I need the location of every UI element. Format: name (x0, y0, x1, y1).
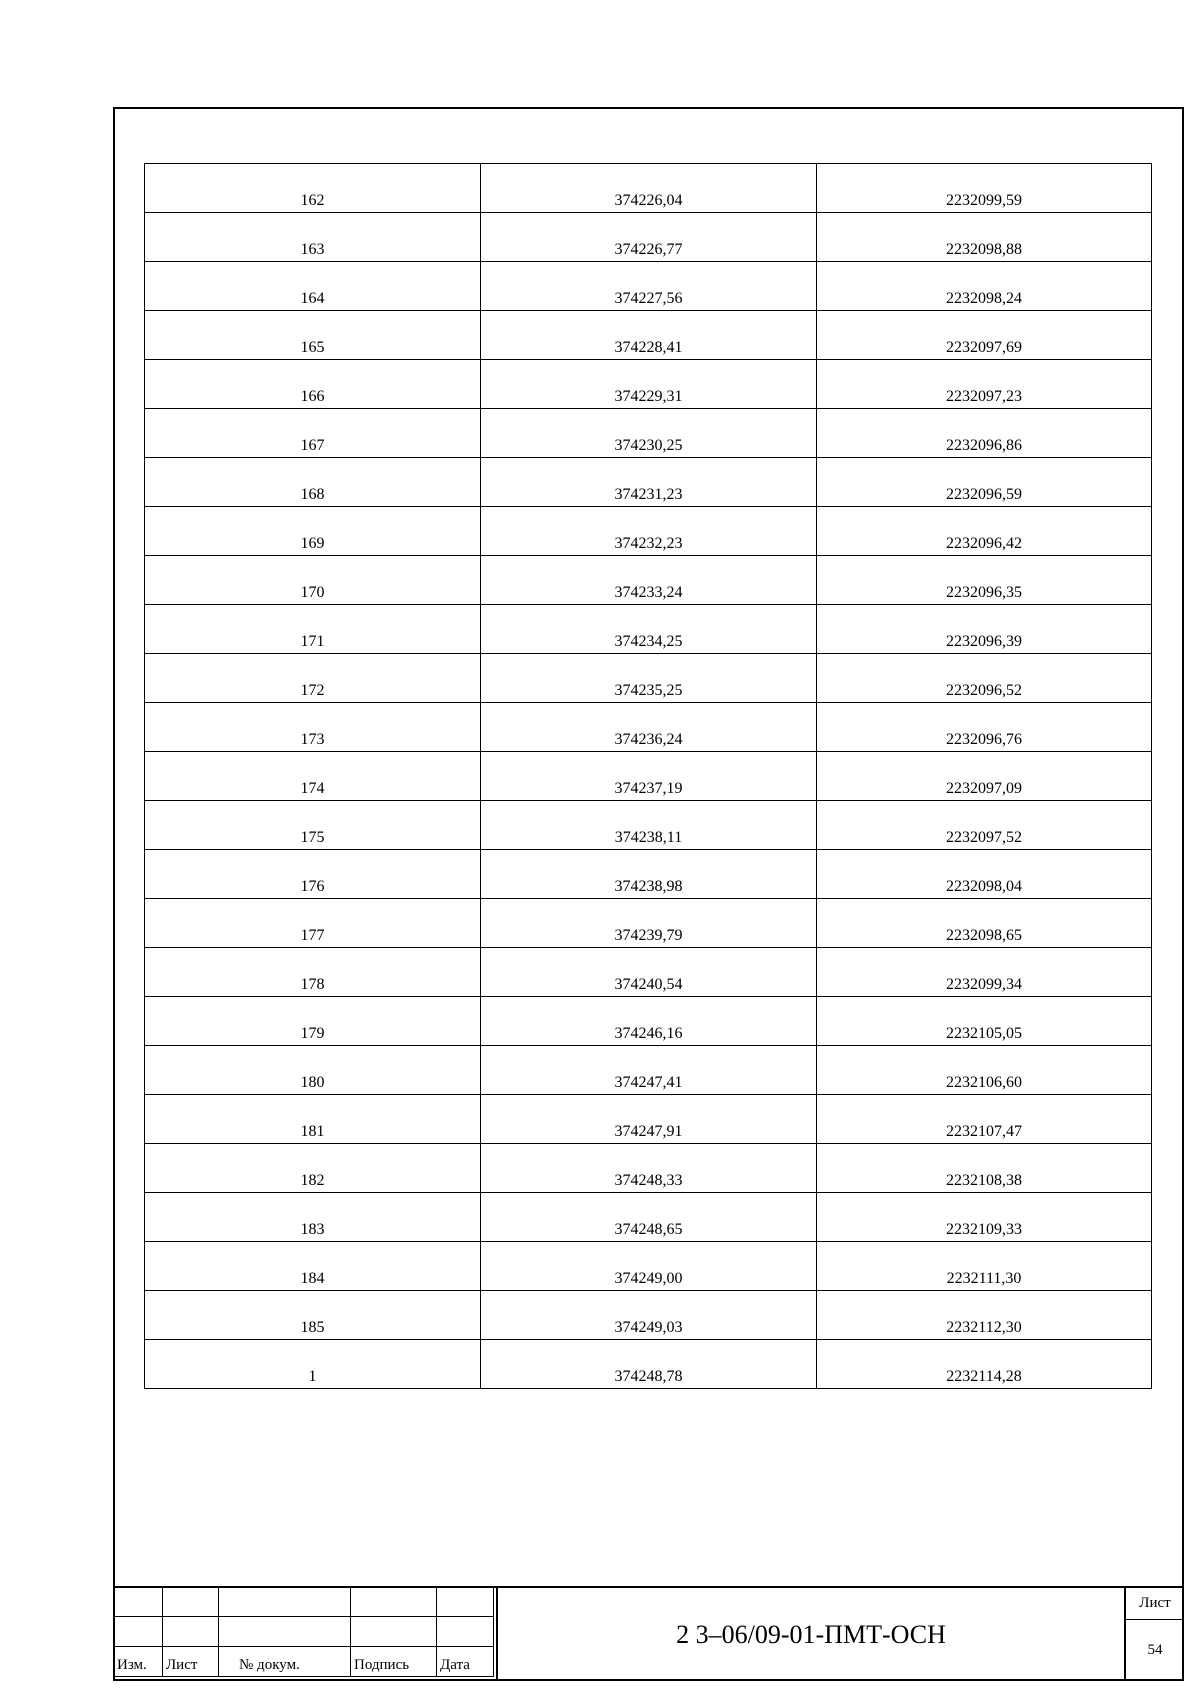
y-coordinate-cell: 2232097,52 (817, 801, 1152, 850)
y-coordinate-cell: 2232107,47 (817, 1095, 1152, 1144)
grid-cell (163, 1587, 219, 1617)
point-number-cell: 165 (145, 311, 481, 360)
grid-cell (219, 1587, 351, 1617)
x-coordinate-cell: 374233,24 (481, 556, 817, 605)
point-number-cell: 168 (145, 458, 481, 507)
x-coordinate-cell: 374235,25 (481, 654, 817, 703)
x-coordinate-cell: 374231,23 (481, 458, 817, 507)
point-number-cell: 176 (145, 850, 481, 899)
sheet-number (1126, 1620, 1184, 1681)
y-coordinate-cell: 2232096,52 (817, 654, 1152, 703)
table-row (145, 507, 1152, 556)
x-coordinate-cell: 374248,65 (481, 1193, 817, 1242)
table-row (145, 458, 1152, 507)
table-row (145, 997, 1152, 1046)
point-number-cell: 177 (145, 899, 481, 948)
grid-cell (163, 1617, 219, 1647)
table-row (145, 801, 1152, 850)
grid-cell (114, 1587, 163, 1617)
point-number-cell: 172 (145, 654, 481, 703)
x-coordinate-cell: 374238,98 (481, 850, 817, 899)
header-signature: Подпись (351, 1647, 437, 1677)
point-number-cell: 178 (145, 948, 481, 997)
x-coordinate-cell: 374247,41 (481, 1046, 817, 1095)
point-number-cell: 174 (145, 752, 481, 801)
header-list: Лист (163, 1647, 219, 1677)
y-coordinate-cell: 2232099,34 (817, 948, 1152, 997)
y-coordinate-cell: 2232096,35 (817, 556, 1152, 605)
x-coordinate-cell: 374248,78 (481, 1340, 817, 1389)
x-coordinate-cell: 374247,91 (481, 1095, 817, 1144)
x-coordinate-cell: 374229,31 (481, 360, 817, 409)
y-coordinate-cell: 2232114,28 (817, 1340, 1152, 1389)
point-number-cell: 180 (145, 1046, 481, 1095)
x-coordinate-cell: 374228,41 (481, 311, 817, 360)
y-coordinate-cell: 2232096,86 (817, 409, 1152, 458)
table-row (145, 1340, 1152, 1389)
y-coordinate-cell: 2232097,69 (817, 311, 1152, 360)
point-number-cell: 175 (145, 801, 481, 850)
point-number-cell: 185 (145, 1291, 481, 1340)
point-number-cell: 179 (145, 997, 481, 1046)
y-coordinate-cell: 2232098,88 (817, 213, 1152, 262)
table-row (145, 360, 1152, 409)
table-row (145, 654, 1152, 703)
y-coordinate-cell: 2232098,04 (817, 850, 1152, 899)
header-date: Дата (437, 1647, 494, 1677)
table-row (145, 164, 1152, 213)
grid-cell (351, 1587, 437, 1617)
sheet-label: Лист (1126, 1588, 1184, 1620)
y-coordinate-cell: 2232109,33 (817, 1193, 1152, 1242)
table-row (145, 752, 1152, 801)
x-coordinate-cell: 374234,25 (481, 605, 817, 654)
point-number-cell: 167 (145, 409, 481, 458)
x-coordinate-cell: 374246,16 (481, 997, 817, 1046)
grid-cell (219, 1617, 351, 1647)
document-code (496, 1586, 1124, 1681)
table-row (145, 556, 1152, 605)
point-number-cell: 1 (145, 1340, 481, 1389)
x-coordinate-cell: 374226,04 (481, 164, 817, 213)
table-row (145, 1242, 1152, 1291)
header-doc-number: № докум. (219, 1647, 351, 1677)
document-code-text: 2 3–06/09-01-ПМТ-ОСН (676, 1619, 946, 1649)
table-row (145, 213, 1152, 262)
point-number-cell: 182 (145, 1144, 481, 1193)
x-coordinate-cell: 374239,79 (481, 899, 817, 948)
y-coordinate-cell: 2232096,76 (817, 703, 1152, 752)
x-coordinate-cell: 374237,19 (481, 752, 817, 801)
y-coordinate-cell: 2232097,09 (817, 752, 1152, 801)
table-row (145, 1095, 1152, 1144)
y-coordinate-cell: 2232111,30 (817, 1242, 1152, 1291)
title-block (113, 1586, 1184, 1681)
y-coordinate-cell: 2232099,59 (817, 164, 1152, 213)
table-row (145, 850, 1152, 899)
x-coordinate-cell: 374249,03 (481, 1291, 817, 1340)
table-row (145, 703, 1152, 752)
point-number-cell: 184 (145, 1242, 481, 1291)
table-row (145, 262, 1152, 311)
y-coordinate-cell: 2232096,42 (817, 507, 1152, 556)
x-coordinate-cell: 374227,56 (481, 262, 817, 311)
sheet-number-text: 54 (1147, 1642, 1163, 1658)
x-coordinate-cell: 374249,00 (481, 1242, 817, 1291)
y-coordinate-cell: 2232098,24 (817, 262, 1152, 311)
x-coordinate-cell: 374236,24 (481, 703, 817, 752)
point-number-cell: 173 (145, 703, 481, 752)
table-row (145, 409, 1152, 458)
x-coordinate-cell: 374248,33 (481, 1144, 817, 1193)
point-number-cell: 162 (145, 164, 481, 213)
point-number-cell: 166 (145, 360, 481, 409)
point-number-cell: 169 (145, 507, 481, 556)
y-coordinate-cell: 2232112,30 (817, 1291, 1152, 1340)
grid-cell (437, 1617, 494, 1647)
coordinates-table (144, 163, 1152, 1389)
y-coordinate-cell: 2232105,05 (817, 997, 1152, 1046)
point-number-cell: 170 (145, 556, 481, 605)
header-izm: Изм. (114, 1647, 163, 1677)
grid-cell (351, 1617, 437, 1647)
grid-cell (114, 1617, 163, 1647)
x-coordinate-cell: 374230,25 (481, 409, 817, 458)
table-row (145, 605, 1152, 654)
table-row (145, 311, 1152, 360)
table-row (145, 899, 1152, 948)
table-row (145, 1046, 1152, 1095)
x-coordinate-cell: 374238,11 (481, 801, 817, 850)
table-row (145, 1193, 1152, 1242)
table-row (145, 1144, 1152, 1193)
point-number-cell: 181 (145, 1095, 481, 1144)
y-coordinate-cell: 2232096,39 (817, 605, 1152, 654)
point-number-cell: 164 (145, 262, 481, 311)
x-coordinate-cell: 374232,23 (481, 507, 817, 556)
y-coordinate-cell: 2232098,65 (817, 899, 1152, 948)
point-number-cell: 163 (145, 213, 481, 262)
y-coordinate-cell: 2232097,23 (817, 360, 1152, 409)
grid-cell (437, 1587, 494, 1617)
x-coordinate-cell: 374240,54 (481, 948, 817, 997)
y-coordinate-cell: 2232108,38 (817, 1144, 1152, 1193)
revision-grid (113, 1586, 494, 1677)
sheet-box (1124, 1586, 1184, 1681)
table-row (145, 1291, 1152, 1340)
table-row (145, 948, 1152, 997)
point-number-cell: 171 (145, 605, 481, 654)
y-coordinate-cell: 2232096,59 (817, 458, 1152, 507)
x-coordinate-cell: 374226,77 (481, 213, 817, 262)
point-number-cell: 183 (145, 1193, 481, 1242)
y-coordinate-cell: 2232106,60 (817, 1046, 1152, 1095)
